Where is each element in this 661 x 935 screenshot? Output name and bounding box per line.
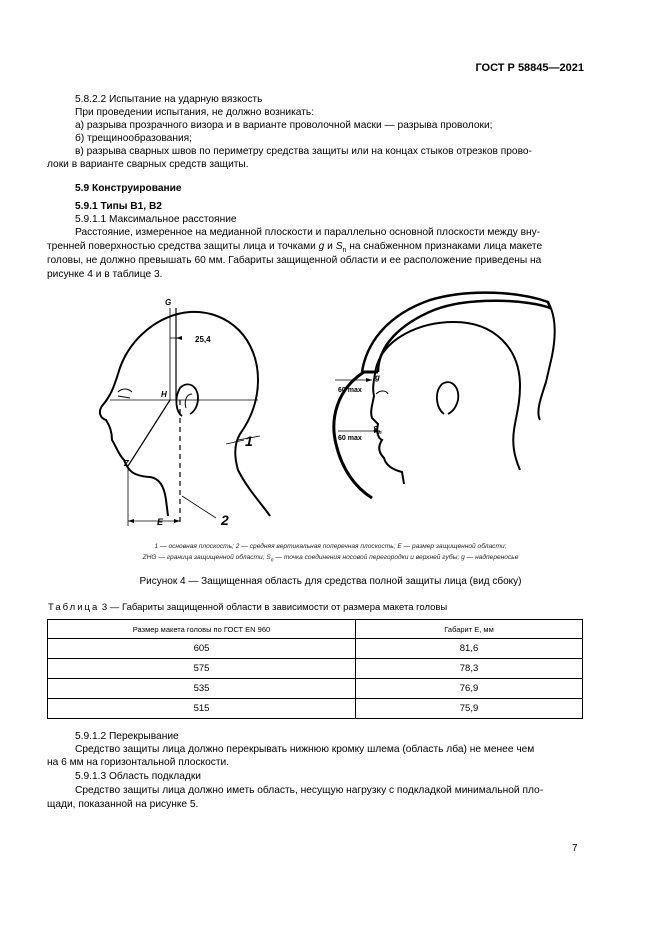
section-5-9-1-title: 5.9.1 Типы В1, В2: [75, 201, 162, 212]
table-row: [48, 659, 583, 679]
table-3: [47, 619, 583, 719]
section-5-9-1-1-title: 5.9.1.1 Максимальное расстояние: [75, 214, 237, 225]
list-item-v-line1: в) разрыва сварных швов по периметру средства защиты или на концах стыков отрезков прово-: [75, 146, 532, 157]
paragraph-line-4: рисунке 4 и в таблице 3.: [47, 269, 163, 280]
right-head-ear: [437, 382, 458, 414]
figure-caption: Рисунок 4 — Защищенная область для средства полной защиты лица (вид сбоку): [139, 576, 522, 587]
label-S: $S_n$: [373, 425, 382, 436]
figure-legend-line-1: 1 — основная плоскость; 2 — средняя вертикальная поперечная плоскость; E — размер защищенной области;: [154, 543, 507, 550]
section-5-9-1-2-line-2: на 6 мм на горизонтальной плоскости.: [47, 757, 230, 768]
label-Z: Z: [124, 459, 129, 468]
face-shield-top: [362, 293, 550, 372]
table-cell-size: 515: [48, 699, 356, 719]
label-G: G: [165, 298, 172, 307]
section-5-9-title: 5.9 Конструирование: [75, 183, 182, 194]
paragraph-line-2: тренней поверхностью средства защиты лица и точками g и $S_n$ на снабженном признаками лица макете: [47, 241, 543, 255]
table-caption: Таблица 3 — Габариты защищенной области в зависимости от размера макета головы: [48, 602, 448, 613]
label-1: 1: [245, 433, 253, 449]
label-E: E: [157, 517, 164, 527]
table-header-row: [48, 620, 583, 639]
label-60-max-top: 60 max: [338, 387, 362, 394]
section-5-9-1-2-title: 5.9.1.2 Перекрывание: [75, 731, 179, 742]
list-item-a: а) разрыва прозрачного визора и в варианте проволочной маски — разрыва проволоки;: [75, 120, 493, 131]
table-row: [48, 639, 583, 659]
right-head: [371, 322, 520, 484]
section-5-9-1-3-line-1: Средство защиты лица должно иметь область, несущую нагрузку с подкладкой минимальной пло-: [75, 785, 544, 796]
table-cell-e: 78,3: [356, 659, 583, 679]
section-5-8-2-2-intro: При проведении испытания, не должно возникать:: [75, 107, 315, 118]
list-item-b: б) трещинообразования;: [75, 133, 192, 144]
table-cell-size: 605: [48, 639, 356, 659]
label-2: 2: [221, 512, 229, 528]
section-5-9-1-3-line-2: щади, показанной на рисунке 5.: [47, 799, 199, 810]
label-60-max-bottom: 60 max: [338, 435, 362, 442]
right-head-eye: [376, 391, 388, 394]
boundary-zhg: [128, 400, 170, 466]
left-head-outline: [100, 312, 270, 516]
label-g: g: [375, 373, 380, 382]
table-row: [48, 699, 583, 719]
figure-4-drawing: [0, 290, 661, 540]
table-header-e: Габарит E, мм: [356, 620, 583, 639]
paragraph-line-1: Расстояние, измеренное на медианной плоскости и параллельно основной плоскости между вну-: [75, 227, 541, 238]
page-number: 7: [572, 843, 578, 854]
section-5-9-1-3-title: 5.9.1.3 Область подкладки: [75, 771, 201, 782]
standard-number: ГОСТ Р 58845—2021: [475, 62, 584, 74]
section-5-8-2-2-title: 5.8.2.2 Испытание на ударную вязкость: [75, 94, 263, 105]
table-cell-e: 76,9: [356, 679, 583, 699]
table-cell-size: 535: [48, 679, 356, 699]
table-cell-e: 81,6: [356, 639, 583, 659]
table-row: [48, 679, 583, 699]
figure-legend-line-2: ZHG — граница защищенной области; $S_n$ — точка соединения носовой перегородки и верхней губы; g — надпереносье: [142, 554, 519, 564]
table-header-size: Размер макета головы по ГОСТ EN 960: [48, 620, 356, 639]
list-item-v-line2: локи в варианте сварных средств защиты.: [47, 159, 249, 170]
label-25-4: 25,4: [195, 335, 211, 344]
paragraph-line-3: головы, не должно превышать 60 мм. Габариты защищенной области и ее расположение приведены на: [47, 255, 542, 266]
table-cell-e: 75,9: [356, 699, 583, 719]
label-H: H: [161, 390, 167, 399]
section-5-9-1-2-line-1: Средство защиты лица должно перекрывать нижнюю кромку шлема (область лба) не менее чем: [75, 744, 535, 755]
table-cell-size: 575: [48, 659, 356, 679]
left-head-eye: [118, 389, 132, 398]
